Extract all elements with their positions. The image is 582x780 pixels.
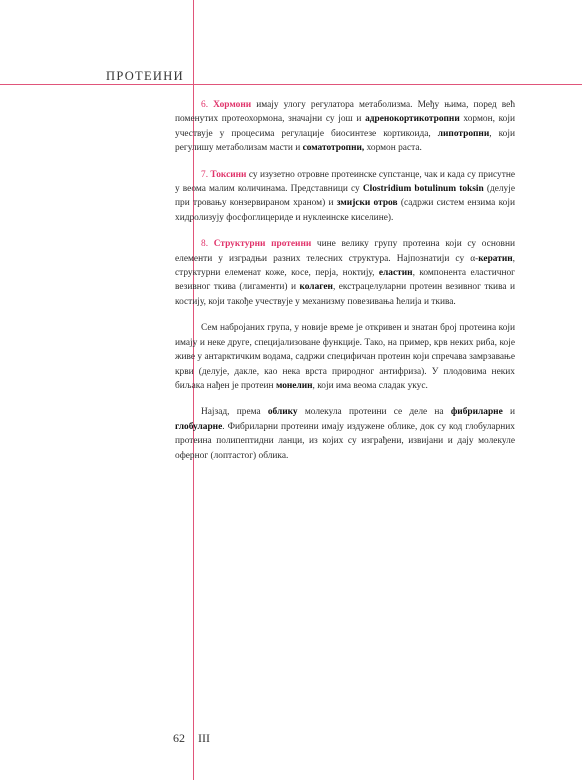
page-number: 62 bbox=[173, 731, 185, 745]
bold-term: липотропни bbox=[437, 128, 490, 139]
text-run: (садржи систем ензима који хидролизују фосфоглицериде и нуклеинске киселине). bbox=[175, 198, 515, 223]
text-run: , компонента еластичног везивног ткива (лигаменти) и bbox=[175, 268, 515, 293]
text-run: чине велику групу протеина који су основни елементи у изградњи разних телесних структура. Најпознатији су α- bbox=[175, 239, 515, 264]
paragraph bbox=[175, 237, 515, 309]
paragraph-heading: Структурни протеини bbox=[213, 239, 312, 250]
bold-term: кератин bbox=[478, 253, 513, 264]
bold-term: фибриларне bbox=[450, 407, 503, 418]
body-text bbox=[175, 98, 515, 463]
paragraph-number: 8. bbox=[201, 239, 214, 250]
text-run: хормон раста. bbox=[364, 143, 422, 154]
text-run: , који има веома сладак укус. bbox=[312, 380, 428, 391]
paragraph-number: 6. bbox=[201, 100, 214, 110]
text-run: хормон, који учествује у процесима регулације биосинтезе кортикоида, bbox=[175, 114, 515, 139]
paragraph bbox=[175, 98, 515, 156]
bold-term: Clostridium botulinum toksin bbox=[362, 184, 484, 195]
paragraph-number: 7. bbox=[201, 169, 211, 180]
bold-term: адренокортикотропни bbox=[365, 114, 460, 125]
bold-term: глобуларне bbox=[175, 421, 223, 432]
running-header: ПРОТЕИНИ bbox=[106, 69, 184, 83]
text-run: молекула протеини се деле на bbox=[297, 407, 451, 418]
paragraph-heading: Хормони bbox=[213, 100, 252, 110]
paragraph bbox=[175, 405, 515, 463]
text-run: , структурни елеменат коже, косе, перја, ноктију, bbox=[175, 253, 515, 279]
text-run: Сем набројаних група, у новије време је откривен и знатан број протеина који имају и неке друге, специјализоване функције. Тако, на пример, крв неких риба, које живе у антарктичким водама, садржи специфичан протеин који спречава замрзавање крви (делује, дакле, као нека врста природног антифриза). У плодовима неких биљака нађен је протеин bbox=[175, 323, 515, 391]
text-run: имају улогу регулатора метаболизма. Међу њима, поред већ поменутих протеохормона, значајни су још и bbox=[175, 100, 516, 125]
header-rule bbox=[0, 84, 582, 85]
text-run: и bbox=[502, 407, 515, 418]
paragraph bbox=[175, 321, 515, 393]
paragraph bbox=[175, 168, 515, 226]
bold-term: соматотропни, bbox=[302, 143, 365, 154]
section-marker: III bbox=[198, 731, 210, 745]
text-run: , екстрацелуларни протеин везивног ткива и костију, који такође учествује у механизму повезивања ћелија и ткива. bbox=[175, 282, 516, 307]
text-run: , који регулишу метаболизам масти и bbox=[175, 128, 515, 154]
text-run: Најзад, према bbox=[201, 407, 268, 418]
bold-term: еластин bbox=[378, 268, 413, 279]
text-run: (делује при тровању конзервираном храном) и bbox=[175, 184, 516, 209]
bold-term: облику bbox=[267, 407, 298, 418]
paragraph-heading: Токсини bbox=[210, 169, 247, 180]
text-run: су изузетно отровне протеинске супстанце, чак и када су присутне у веома малим количинама. Представници су bbox=[175, 169, 515, 195]
bold-term: змијски отров bbox=[336, 198, 398, 209]
bold-term: колаген bbox=[299, 282, 333, 293]
text-run: . Фибриларни протеини имају издужене облике, док су код глобуларних протеина полипептидни ланци, из којих су изграђени, извијани и дају молекуле оферног (лоптастог) облика. bbox=[175, 421, 515, 461]
bold-term: монелин bbox=[275, 380, 313, 391]
